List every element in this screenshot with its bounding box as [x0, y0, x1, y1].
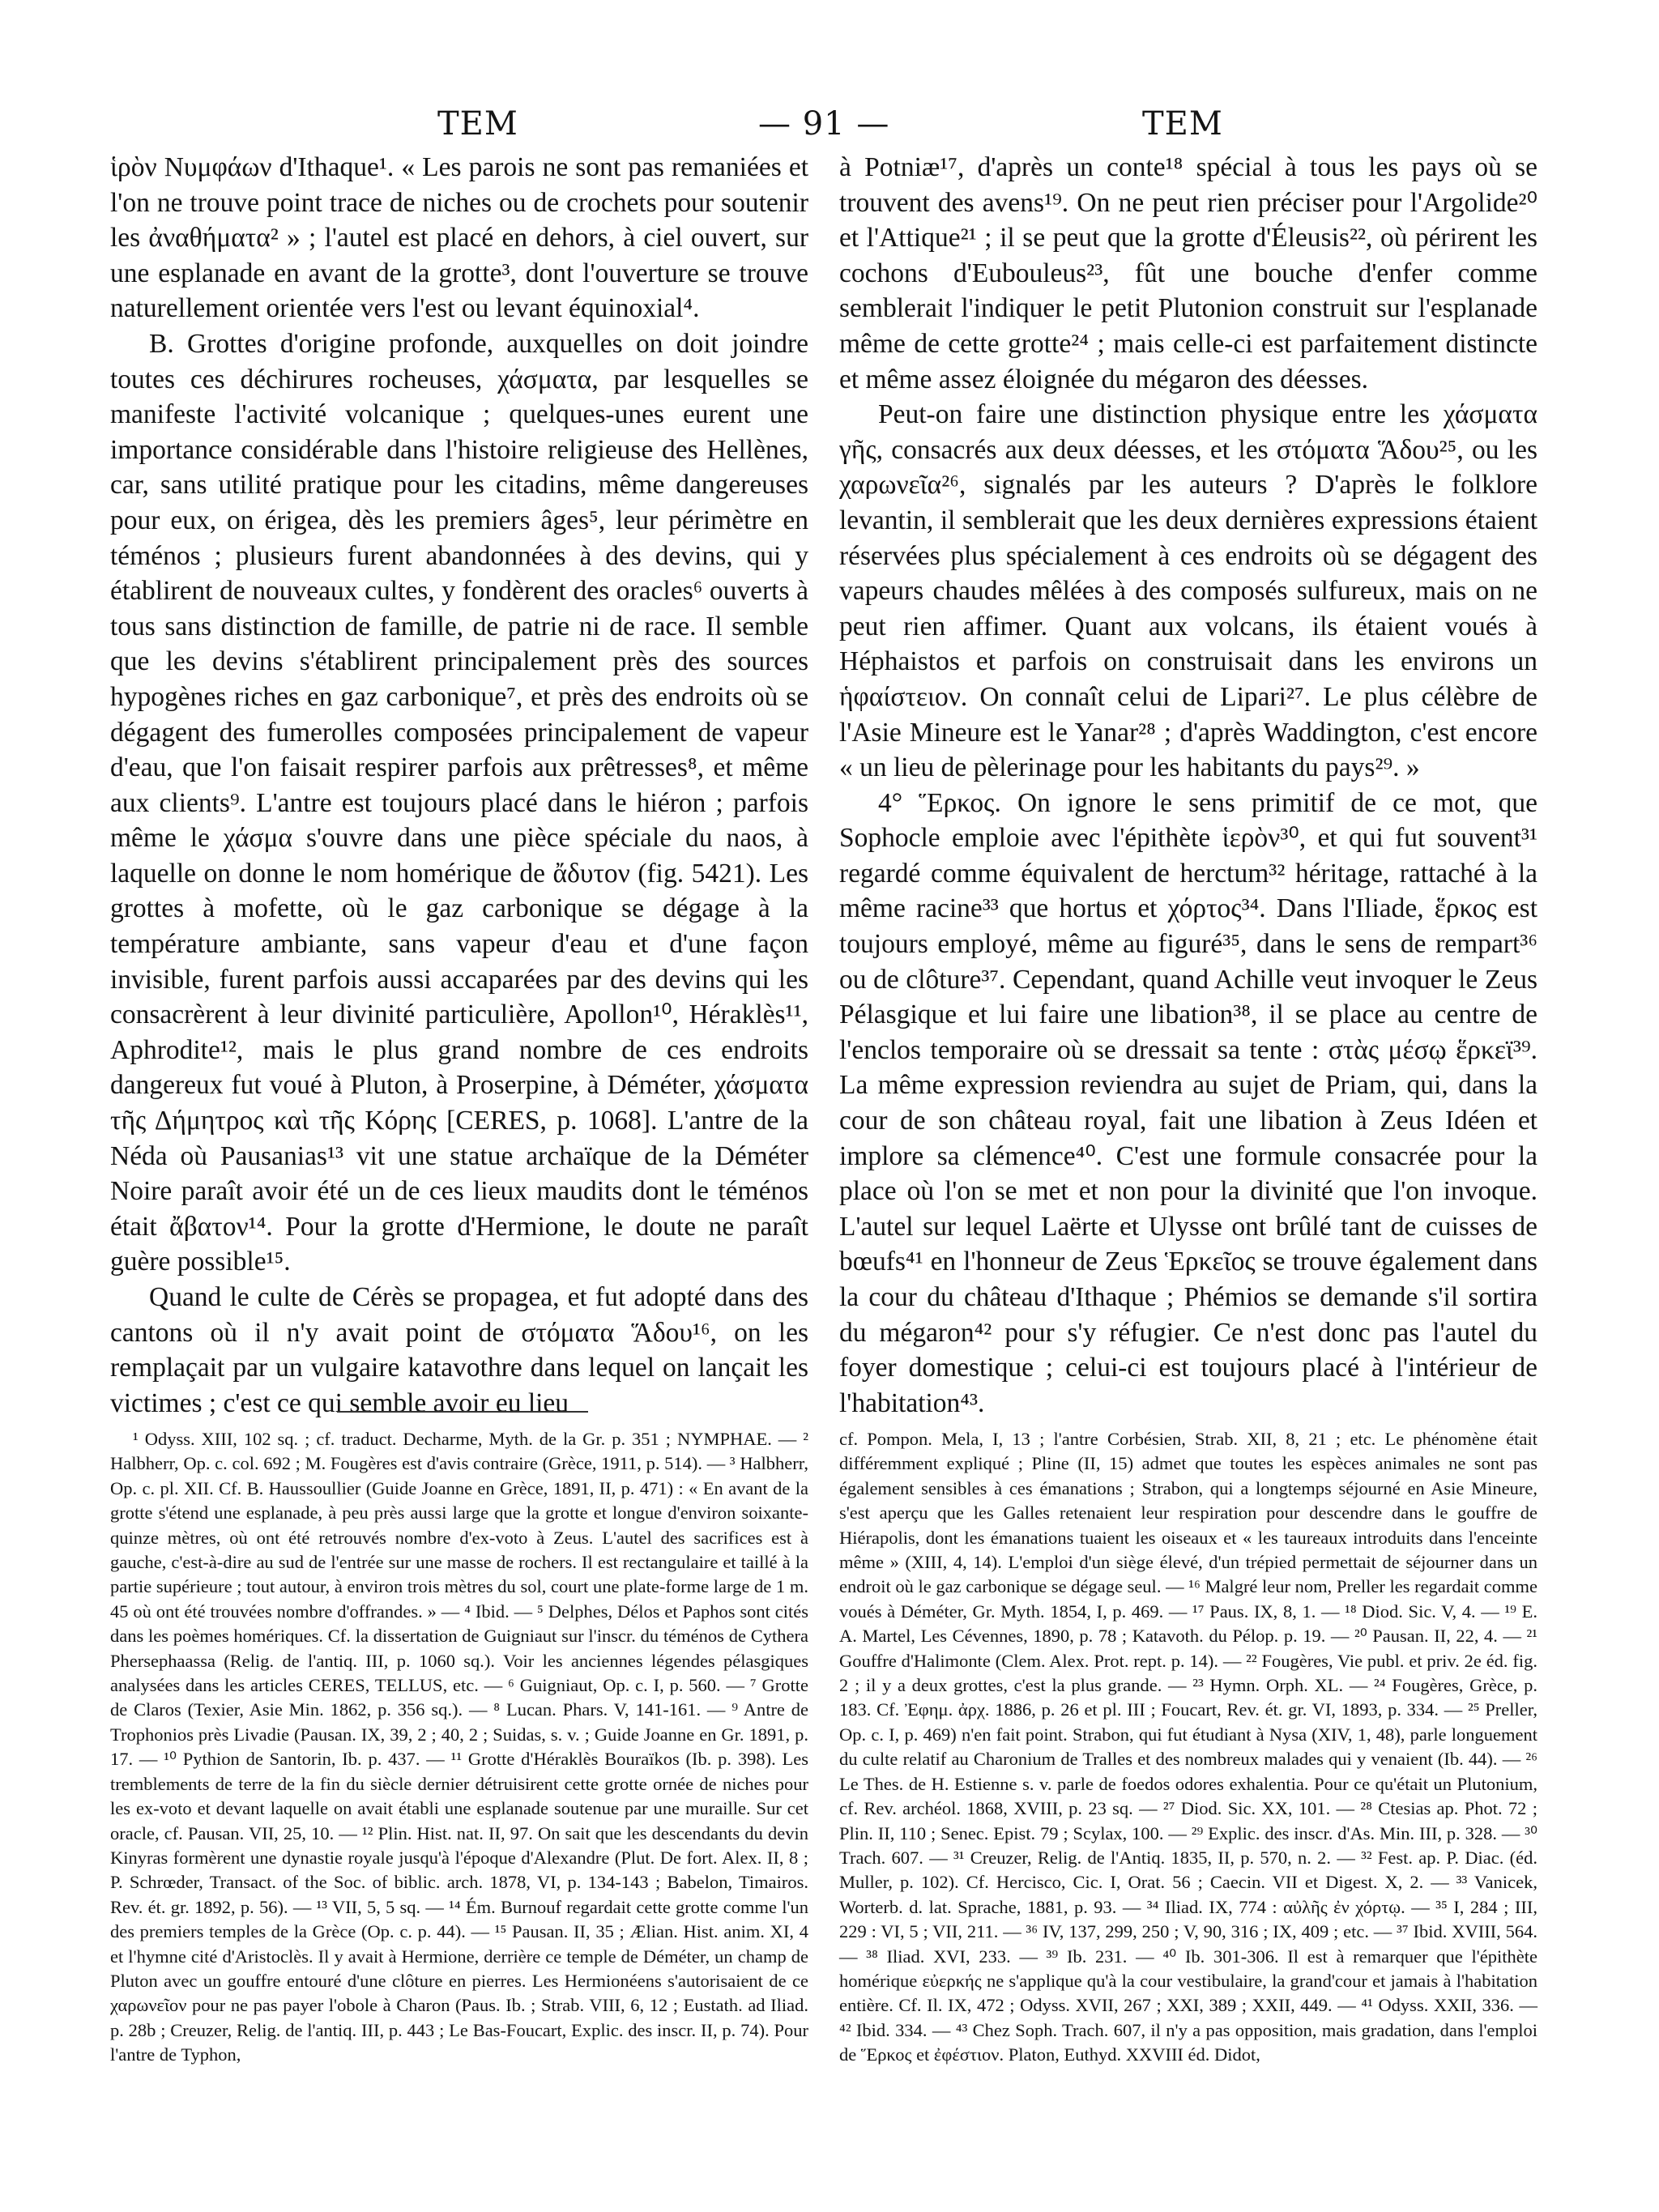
page-number: — 91 — — [758, 105, 890, 143]
paragraph: ἱρὸν Νυμφάων d'Ithaque¹. « Les parois ne sont pas remaniées et l'on ne trouve point trace de niches ou de crochets pour soutenir les ἀναθήματα² » ; l'autel est placé en dehors, à ciel ouvert, sur une esplanade en avant de la grotte³, dont l'ouverture se trouve naturellement orientée vers l'est ou levant équinoxial⁴. — [110, 152, 808, 324]
paragraph: 4° Ἕρκος. On ignore le sens primitif de ce mot, que Sophocle emploie avec l'épithète ἱερὸν³⁰, et qui fut souvent³¹ regardé comme équivalent de herctum³² héritage, rattaché à la même racine³³ que hortus et χόρτος³⁴. Dans l'Iliade, ἕρκος est toujours employé, même au figuré³⁵, dans le sens de rempart³⁶ ou de clôture³⁷. Cependant, quand Achille veut invoquer le Zeus Pélasgique et lui faire une libation³⁸, il se place au centre de l'enclos temporaire où se dressait sa tente : στὰς μέσῳ ἕρκεϊ³⁹. La même expression reviendra au sujet de Priam, qui, dans la cour de son château royal, fait une libation à Zeus Idéen et implore sa clémence⁴⁰. C'est une formule consacrée pour la place où l'on se met et non pour la divinité que l'on invoque. L'autel sur lequel Laërte et Ulysse ont brûlé tant de cuisses de bœufs⁴¹ en l'honneur de Zeus Ἑρκεῖος se trouve également dans la cour du château d'Ithaque ; Phémios se demande s'il sortira du mégaron⁴² pour s'y réfugier. Ce n'est donc pas l'autel du foyer domestique ; celui-ci est toujours placé à l'intérieur de l'habitation⁴³. — [839, 787, 1537, 1418]
paragraph: Peut-on faire une distinction physique entre les χάσματα γῆς, consacrés aux deux déesses, et les στόματα Ἅδου²⁵, ou les χαρωνεῖα²⁶, signalés par les auteurs ? D'après le folklore levantin, il semblerait que les deux dernières expressions étaient réservées plus spécialement à ces endroits où se dégagent des vapeurs chaudes mêlées à des composés sulfureux, mais on ne peut rien affimer. Quant aux volcans, ils étaient voués à Héphaistos et parfois on construisait dans les environs un ἡφαίστειον. On connaît celui de Lipari²⁷. Le plus célèbre de l'Asie Mineure est le Yanar²⁸ ; d'après Waddington, c'est encore « un lieu de pèlerinage pour les habitants du pays²⁹. » — [839, 399, 1537, 783]
left-column-text — [110, 150, 808, 1421]
footnote-block: cf. Pompon. Mela, I, 13 ; l'antre Corbésien, Strab. XII, 8, 21 ; etc. Le phénomène était différemment expliqué ; Pline (II, 15) admet que toutes les espèces animales ne sont pas également sensibles à ces émanations ; Strabon, qui a longtemps séjourné en Asie Mineure, s'est aperçu que les Galles retenaient leur respiration pour descendre dans le gouffre de Hiérapolis, dont les émanations tuaient les oiseaux et « les taureaux introduits dans l'enceinte même » (XIII, 4, 14). L'emploi d'un siège élevé, d'un trépied permettait de séjourner dans un endroit où le gaz carbonique se dégage seul. — ¹⁶ Malgré leur nom, Preller les regardait comme voués à Déméter, Gr. Myth. 1854, I, p. 469. — ¹⁷ Paus. IX, 8, 1. — ¹⁸ Diod. Sic. V, 4. — ¹⁹ E. A. Martel, Les Cévennes, 1890, p. 78 ; Katavoth. du Pélop. p. 19. — ²⁰ Pausan. II, 22, 4. — ²¹ Gouffre d'Halimonte (Clem. Alex. Prot. rept. p. 14). — ²² Fougères, Vie publ. et priv. 2e éd. fig. 2 ; il y a deux grottes, c'est la plus grande. — ²³ Hymn. Orph. XL. — ²⁴ Fougères, Grèce, p. 183. Cf. Ἐφημ. ἀρχ. 1886, p. 26 et pl. III ; Foucart, Rev. ét. gr. VI, 1893, p. 334. — ²⁵ Preller, Op. c. I, p. 469) n'en fait point. Strabon, qui fut étudiant à Nysa (XIV, 1, 48), parle longuement du culte relatif au Charonium de Tralles et des nombreux malades qui y venaient (Ib. 44). — ²⁶ Le Thes. de H. Estienne s. v. parle de foedos odores exhalentia. Pour ce qu'était un Plutonium, cf. Rev. archéol. 1868, XVIII, p. 23 sq. — ²⁷ Diod. Sic. XX, 101. — ²⁸ Ctesias ap. Phot. 72 ; Plin. II, 110 ; Senec. Epist. 79 ; Scylax, 100. — ²⁹ Explic. des inscr. d'As. Min. III, p. 328. — ³⁰ Trach. 607. — ³¹ Creuzer, Relig. de l'Antiq. 1835, II, p. 570, n. 2. — ³² Fest. ap. P. Diac. (éd. Muller, p. 102). Cf. Hercisco, Cic. I, Orat. 56 ; Caecin. VII et Digest. X, 2. — ³³ Vanicek, Worterb. d. lat. Sprache, 1881, p. 93. — ³⁴ Iliad. IX, 774 : αὐλῆς ἐν χόρτῳ. — ³⁵ I, 284 ; III, 229 : VI, 5 ; VII, 211. — ³⁶ IV, 137, 299, 250 ; V, 90, 316 ; IX, 409 ; etc. — ³⁷ Ibid. XVIII, 564. — ³⁸ Iliad. XVI, 233. — ³⁹ Ib. 231. — ⁴⁰ Ib. 301-306. Il est à remarquer que l'épithète homérique εὐερκής ne s'applique qu'à la cour vestibulaire, la grand'cour et jamais à l'habitation entière. Cf. Il. IX, 472 ; Odyss. XVII, 267 ; XXI, 389 ; XXII, 449. — ⁴¹ Odyss. XXII, 336. — ⁴² Ibid. 334. — ⁴³ Chez Soph. Trach. 607, il n'y a pas opposition, mais gradation, dans l'emploi de Ἕρκος et ἐφέστιον. Platon, Euthyd. XXVIII éd. Didot, — [839, 1429, 1537, 2065]
paragraph: B. Grottes d'origine profonde, auxquelles on doit joindre toutes ces déchirures rocheuses, χάσματα, par lesquelles se manifeste l'activité volcanique ; quelques-unes eurent une importance considérable dans l'histoire religieuse des Hellènes, car, sans utilité pratique pour les citadins, même dangereuses pour eux, on érigea, dès les premiers âges⁵, leur périmètre en téménos ; plusieurs furent abandonnées à des devins, qui y établirent de nouveaux cultes, y fondèrent des oracles⁶ ouverts à tous sans distinction de famille, de patrie ni de race. Il semble que les devins s'établirent principalement près des sources hypogènes riches en gaz carbonique⁷, et près des endroits où se dégagent des fumerolles composées principalement de vapeur d'eau, que l'on faisait respirer parfois aux prêtresses⁸, et même aux clients⁹. L'antre est toujours placé dans le hiéron ; parfois même le χάσμα s'ouvre dans une pièce spéciale du naos, à laquelle on donne le nom homérique de ἄδυτον (fig. 5421). Les grottes à mofette, où le gaz carbonique se dégage à la température ambiante, sans vapeur d'eau et d'une façon invisible, furent parfois aussi accaparées par des devins qui les consacrèrent à leur divinité particulière, Apollon¹⁰, Héraklès¹¹, Aphrodite¹², mais le plus grand nombre de ces endroits dangereux fut voué à Pluton, à Proserpine, à Déméter, χάσματα τῆς Δήμητρος καὶ τῆς Κόρης [CERES, p. 1068]. L'antre de la Néda où Pausanias¹³ vit une statue archaïque de la Déméter Noire paraît avoir été un de ces lieux maudits dont le téménos était ἄβατον¹⁴. Pour la grotte d'Hermione, le doute ne paraît guère possible¹⁵. — [110, 328, 808, 1277]
left-footnotes — [110, 1427, 808, 2068]
right-column-text — [839, 150, 1537, 1421]
running-head-right: TEM — [1142, 105, 1223, 143]
running-head-left: TEM — [437, 105, 518, 143]
right-footnotes — [839, 1427, 1537, 2068]
paragraph: à Potniæ¹⁷, d'après un conte¹⁸ spécial à tous les pays où se trouvent des avens¹⁹. On ne peut rien préciser pour l'Argolide²⁰ et l'Attique²¹ ; il se peut que la grotte d'Éleusis²², où périrent les cochons d'Eubouleus²³, fût une bouche d'enfer comme semblerait l'indiquer le petit Plutonion construit sur l'esplanade même de cette grotte²⁴ ; mais celle-ci est parfaitement distincte et même assez éloignée du mégaron des déesses. — [839, 152, 1537, 394]
footnote-rule — [337, 1411, 588, 1413]
paragraph: Quand le culte de Cérès se propagea, et fut adopté dans des cantons où il n'y avait point de στόματα Ἅδου¹⁶, on les remplaçait par un vulgaire katavothre dans lequel on lançait les victimes ; c'est ce qui semble avoir eu lieu — [110, 1282, 808, 1418]
footnote-block: ¹ Odyss. XIII, 102 sq. ; cf. traduct. Decharme, Myth. de la Gr. p. 351 ; NYMPHAE. — ² Halbherr, Op. c. col. 692 ; M. Fougères est d'avis contraire (Grèce, 1911, p. 514). — ³ Halbherr, Op. c. pl. XII. Cf. B. Haussoullier (Guide Joanne en Grèce, 1891, II, p. 471) : « En avant de la grotte s'étend une esplanade, à peu près aussi large que la grotte et longue d'environ soixante-quinze mètres, où ont été retrouvés nombre d'ex-voto à Zeus. L'autel des sacrifices est à gauche, c'est-à-dire au sud de l'entrée sur une masse de rochers. Il est rectangulaire et taillé à la partie supérieure ; tout autour, à environ trois mètres du sol, court une plate-forme large de 1 m. 45 où ont été trouvées nombre d'offrandes. » — ⁴ Ibid. — ⁵ Delphes, Délos et Paphos sont cités dans les poèmes homériques. Cf. la dissertation de Guigniaut sur l'inscr. du téménos de Cythera Phersephaassa (Relig. de l'antiq. III, p. 1060 sq.). Voir les anciennes légendes pélasgiques analysées dans les articles CERES, TELLUS, etc. — ⁶ Guigniaut, Op. c. I, p. 560. — ⁷ Grotte de Claros (Texier, Asie Min. 1862, p. 356 sq.). — ⁸ Lucan. Phars. V, 141-161. — ⁹ Antre de Trophonios près Livadie (Pausan. IX, 39, 2 ; 40, 2 ; Suidas, s. v. ; Guide Joanne en Gr. 1891, p. 17. — ¹⁰ Pythion de Santorin, Ib. p. 437. — ¹¹ Grotte d'Héraklès Bouraïkos (Ib. p. 398). Les tremblements de terre de la fin du siècle dernier détruisirent cette grotte ornée de niches pour les ex-voto et devant laquelle on avait établi une esplanade soutenue par une muraille. Sur cet oracle, cf. Pausan. VII, 25, 10. — ¹² Plin. Hist. nat. II, 97. On sait que les descendants du devin Kinyras formèrent une dynastie royale jusqu'à l'époque d'Alexandre (Plut. De fort. Alex. II, 8 ; P. Schrœder, Transact. of the Soc. of biblic. arch. 1878, VI, p. 134-143 ; Babelon, Timairos. Rev. ét. gr. 1892, p. 56). — ¹³ VII, 5, 5 sq. — ¹⁴ Ém. Burnouf regardait cette grotte comme l'un des premiers temples de la Grèce (Op. c. p. 44). — ¹⁵ Pausan. II, 35 ; Ælian. Hist. anim. XI, 4 et l'hymne cité d'Aristoclès. Il y avait à Hermione, derrière ce temple de Déméter, un champ de Pluton avec un gouffre entouré d'une clôture en pierres. Les Hermionéens s'autorisaient de ce χαρωνεῖον pour ne pas payer l'obole à Charon (Paus. Ib. ; Strab. VIII, 6, 12 ; Eustath. ad Iliad. p. 28b ; Creuzer, Relig. de l'antiq. III, p. 443 ; Le Bas-Foucart, Explic. des inscr. II, p. 74). Pour l'antre de Typhon, — [110, 1429, 808, 2065]
